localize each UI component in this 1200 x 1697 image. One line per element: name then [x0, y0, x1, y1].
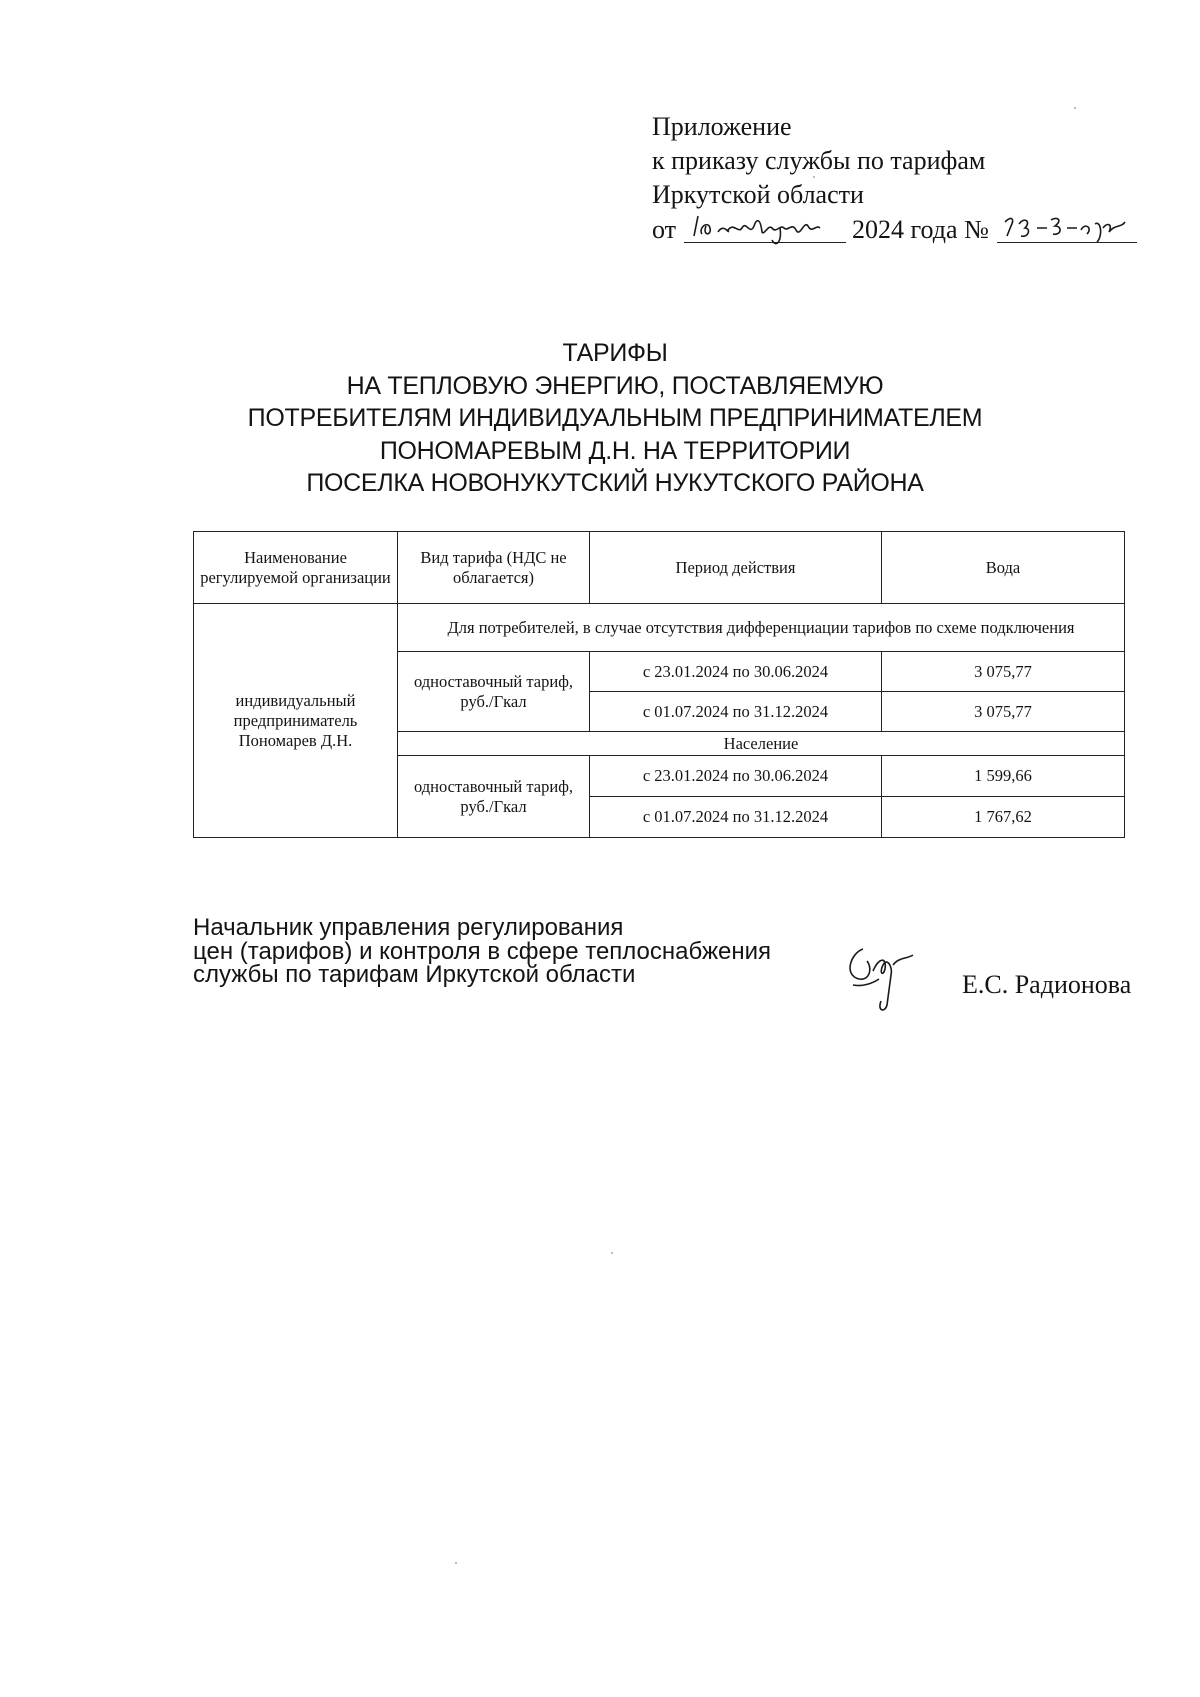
- handwritten-date: [684, 212, 846, 243]
- tariff-type-cell: одноставочный тариф, руб./Гкал: [398, 756, 590, 838]
- value-cell: 3 075,77: [882, 652, 1125, 692]
- period-cell: с 23.01.2024 по 30.06.2024: [590, 756, 882, 797]
- organization-cell: индивидуальный предприниматель Пономарев Д.Н.: [194, 604, 398, 838]
- annex-order-reference: к приказу службы по тарифам: [652, 146, 986, 175]
- signatory-position: [193, 916, 771, 987]
- signatory-line: Начальник управления регулирования: [193, 914, 624, 941]
- annex-from-label: от: [652, 215, 677, 244]
- value-cell: 1 599,66: [882, 756, 1125, 797]
- handwritten-signature: [833, 935, 923, 1015]
- period-cell: с 01.07.2024 по 31.12.2024: [590, 797, 882, 838]
- document-title: [190, 337, 1040, 500]
- annex-title: Приложение: [652, 112, 792, 141]
- header-period: Период действия: [590, 532, 882, 604]
- value-cell: 3 075,77: [882, 692, 1125, 732]
- scan-speck: [813, 176, 815, 178]
- period-cell: с 23.01.2024 по 30.06.2024: [590, 652, 882, 692]
- header-water: Вода: [882, 532, 1125, 604]
- annex-block: [652, 110, 1143, 247]
- header-tariff-type: Вид тарифа (НДС не облагается): [398, 532, 590, 604]
- scan-speck: [455, 1562, 457, 1564]
- value-cell: 1 767,62: [882, 797, 1125, 838]
- title-line: ПОТРЕБИТЕЛЯМ ИНДИВИДУАЛЬНЫМ ПРЕДПРИНИМАТЕЛЕМ: [247, 404, 983, 432]
- scan-speck: [1074, 107, 1076, 109]
- tariff-table: [193, 531, 1125, 838]
- section-row: [194, 604, 1125, 652]
- title-line: ТАРИФЫ: [562, 339, 668, 367]
- annex-region: Иркутской области: [652, 180, 864, 209]
- title-line: НА ТЕПЛОВУЮ ЭНЕРГИЮ, ПОСТАВЛЯЕМУЮ: [346, 371, 884, 400]
- title-line: ПОНОМАРЕВЫМ Д.Н. НА ТЕРРИТОРИИ: [379, 436, 851, 465]
- section-title: Население: [398, 732, 1125, 756]
- period-cell: с 01.07.2024 по 31.12.2024: [590, 692, 882, 732]
- section-title: Для потребителей, в случае отсутствия дифференциации тарифов по схеме подключения: [398, 604, 1125, 652]
- handwritten-date-scribble: [684, 206, 846, 248]
- tariff-type-cell: одноставочный тариф, руб./Гкал: [398, 652, 590, 732]
- signatory-line: службы по тарифам Иркутской области: [193, 961, 636, 988]
- annex-year-text: 2024 года №: [852, 215, 989, 244]
- handwritten-number-scribble: [997, 206, 1137, 248]
- title-line: ПОСЕЛКА НОВОНУКУТСКИЙ НУКУТСКОГО РАЙОНА: [306, 469, 924, 497]
- table-header-row: [194, 532, 1125, 604]
- signer-name: Е.С. Радионова: [962, 970, 1132, 999]
- annex-date-line: [652, 212, 1143, 247]
- signatory-line: цен (тарифов) и контроля в сфере теплоснабжения: [193, 937, 772, 965]
- scan-speck: [611, 1252, 613, 1254]
- handwritten-order-number: [997, 212, 1137, 243]
- header-organization: Наименование регулируемой организации: [194, 532, 398, 604]
